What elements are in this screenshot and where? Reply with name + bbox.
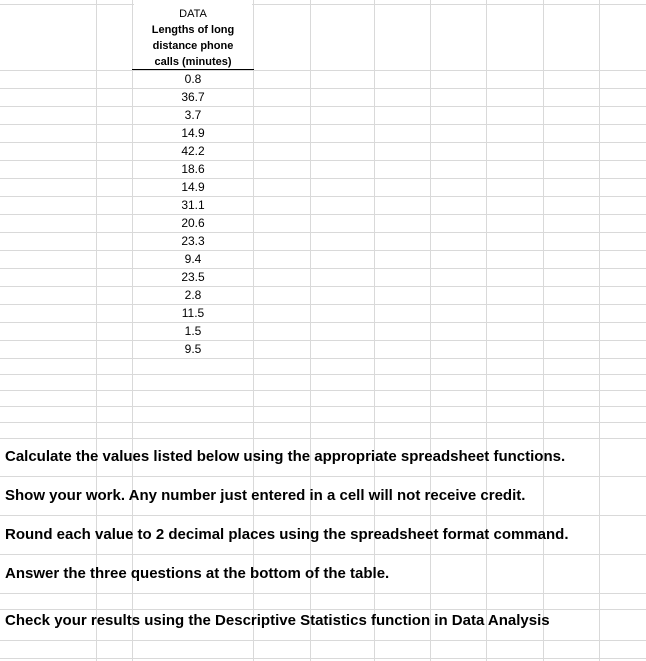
data-column-label-line: distance phone <box>152 40 234 52</box>
data-cell[interactable]: 9.4 <box>184 252 202 266</box>
column-divider <box>430 0 431 661</box>
row-divider <box>0 593 646 594</box>
row-divider <box>0 214 646 215</box>
column-divider <box>310 0 311 661</box>
data-cell[interactable]: 31.1 <box>181 198 205 212</box>
instruction-show-work[interactable]: Show your work. Any number just entered in a cell will not receive credit. <box>5 487 526 504</box>
instruction-answer[interactable]: Answer the three questions at the bottom of the table. <box>5 565 390 582</box>
data-column-label-line: Lengths of long <box>151 24 235 36</box>
row-divider <box>0 142 646 143</box>
row-divider <box>0 124 646 125</box>
data-cell[interactable]: 14.9 <box>181 180 205 194</box>
row-divider <box>0 88 646 89</box>
row-divider <box>0 160 646 161</box>
data-cell[interactable]: 42.2 <box>181 144 205 158</box>
data-cell[interactable]: 1.5 <box>184 324 202 338</box>
row-divider <box>0 390 646 391</box>
row-divider <box>0 476 646 477</box>
data-cell[interactable]: 14.9 <box>181 126 205 140</box>
row-divider <box>0 196 646 197</box>
row-divider <box>0 340 646 341</box>
row-divider <box>0 438 646 439</box>
row-divider <box>0 422 646 423</box>
row-divider <box>0 304 646 305</box>
instruction-round[interactable]: Round each value to 2 decimal places using the spreadsheet format command. <box>5 526 569 543</box>
data-column-label-line: calls (minutes) <box>154 56 232 68</box>
row-divider <box>0 178 646 179</box>
row-divider <box>0 554 646 555</box>
data-column-label[interactable] <box>134 22 252 70</box>
row-divider <box>0 322 646 323</box>
row-divider <box>0 640 646 641</box>
row-divider <box>0 232 646 233</box>
column-divider <box>486 0 487 661</box>
column-divider <box>374 0 375 661</box>
data-cell[interactable]: 0.8 <box>184 72 202 86</box>
column-divider <box>543 0 544 661</box>
row-divider <box>0 358 646 359</box>
column-divider <box>96 0 97 661</box>
row-divider <box>0 406 646 407</box>
data-cell[interactable]: 23.5 <box>181 270 205 284</box>
data-column <box>134 70 252 358</box>
data-cell[interactable]: 2.8 <box>184 288 202 302</box>
row-divider <box>0 658 646 659</box>
row-divider <box>0 4 646 5</box>
row-divider <box>0 515 646 516</box>
data-header-title[interactable]: DATA <box>179 8 207 20</box>
column-divider <box>599 0 600 661</box>
row-divider <box>0 250 646 251</box>
data-cell[interactable]: 23.3 <box>181 234 205 248</box>
column-divider <box>132 0 133 661</box>
instruction-calculate[interactable]: Calculate the values listed below using the appropriate spreadsheet functions. <box>5 448 566 465</box>
data-cell[interactable]: 11.5 <box>181 306 205 320</box>
column-divider <box>253 0 254 661</box>
row-divider <box>0 268 646 269</box>
row-divider <box>0 70 646 71</box>
data-cell[interactable]: 20.6 <box>181 216 205 230</box>
data-cell[interactable]: 36.7 <box>181 90 205 104</box>
data-cell[interactable]: 18.6 <box>181 162 205 176</box>
data-cell[interactable]: 3.7 <box>184 108 202 122</box>
instruction-check[interactable]: Check your results using the Descriptive Statistics function in Data Analysis <box>5 612 550 629</box>
row-divider <box>0 374 646 375</box>
row-divider <box>0 106 646 107</box>
row-divider <box>0 609 646 610</box>
data-cell[interactable]: 9.5 <box>184 342 202 356</box>
row-divider <box>0 286 646 287</box>
